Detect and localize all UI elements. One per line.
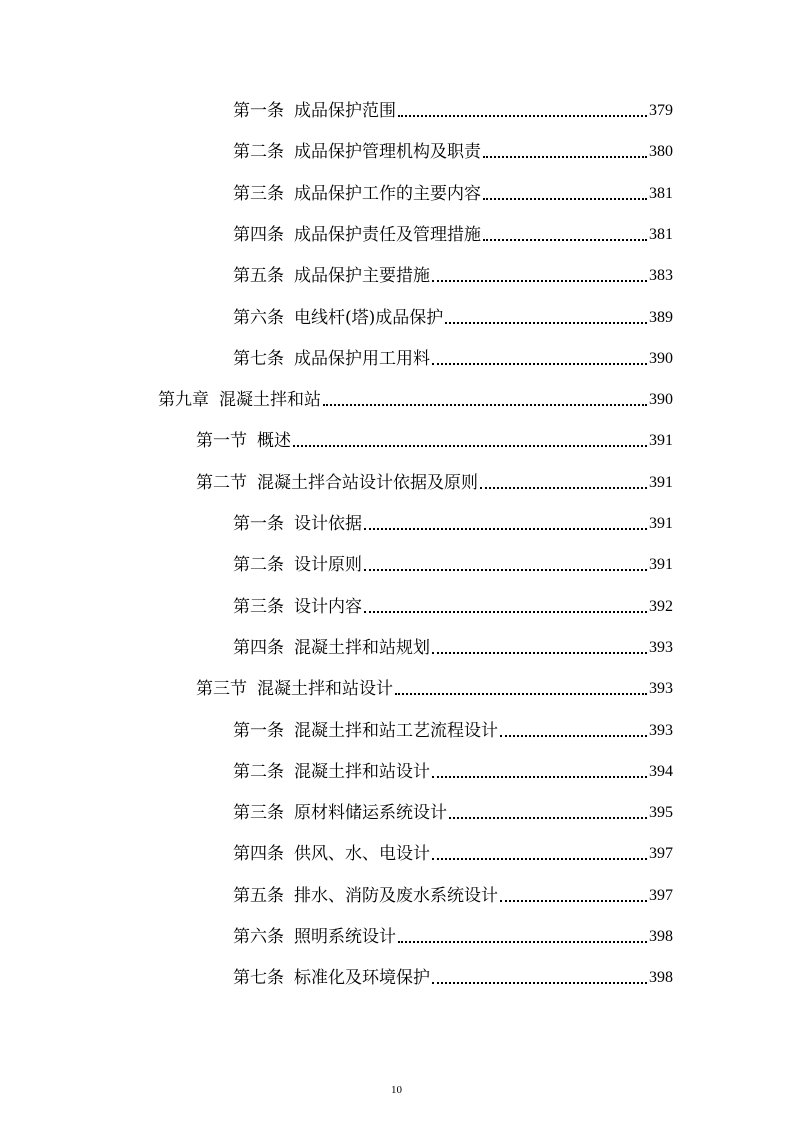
toc-dot-leader xyxy=(500,900,647,902)
toc-entry-number: 第四条 xyxy=(233,637,284,658)
toc-entry-page: 393 xyxy=(649,721,673,739)
toc-entry[interactable] xyxy=(233,833,673,865)
toc-entry-title: 成品保护责任及管理措施 xyxy=(294,224,481,245)
toc-entry[interactable] xyxy=(233,586,673,618)
toc-entry-number: 第三条 xyxy=(233,183,284,204)
toc-entry[interactable] xyxy=(233,173,673,205)
toc-dot-leader xyxy=(432,363,647,365)
toc-entry[interactable] xyxy=(233,255,673,287)
toc-entry-page: 391 xyxy=(649,556,673,574)
toc-dot-leader xyxy=(432,652,647,654)
toc-dot-leader xyxy=(500,735,647,737)
toc-entry-title: 设计依据 xyxy=(294,514,362,534)
toc-dot-leader xyxy=(395,693,647,695)
toc-entry-page: 391 xyxy=(649,432,673,450)
toc-entry[interactable] xyxy=(196,668,673,700)
toc-dot-leader xyxy=(364,569,647,571)
toc-entry-page: 391 xyxy=(649,515,673,532)
toc-entry-title: 照明系统设计 xyxy=(294,927,396,947)
toc-entry[interactable] xyxy=(233,544,673,576)
toc-dot-leader xyxy=(432,982,647,984)
toc-entry-title: 成品保护范围 xyxy=(294,101,396,121)
toc-entry-title: 混凝土拌和站设计 xyxy=(257,679,393,700)
toc-entry-number: 第三条 xyxy=(233,803,284,824)
toc-dot-leader xyxy=(483,198,647,200)
toc-entry-number: 第二条 xyxy=(233,555,284,576)
toc-entry-number: 第五条 xyxy=(233,885,284,906)
toc-entry-title: 排水、消防及废水系统设计 xyxy=(294,885,498,906)
toc-entry[interactable] xyxy=(233,751,673,783)
toc-entry-title: 设计原则 xyxy=(294,555,362,576)
toc-entry-page: 393 xyxy=(649,680,673,698)
toc-dot-leader xyxy=(445,322,647,324)
toc-entry[interactable] xyxy=(233,710,673,742)
toc-entry-number: 第四条 xyxy=(233,224,284,245)
toc-dot-leader xyxy=(480,487,647,489)
toc-entry-title: 混凝土拌和站规划 xyxy=(294,637,430,658)
toc-entry-title: 混凝土拌和站 xyxy=(219,390,321,411)
toc-entry[interactable] xyxy=(196,420,673,452)
toc-entry-page: 397 xyxy=(649,886,673,904)
toc-entry-page: 380 xyxy=(649,143,673,161)
toc-entry-title: 成品保护工作的主要内容 xyxy=(294,183,481,204)
toc-dot-leader xyxy=(432,280,647,282)
toc-entry-title: 成品保护用工用料 xyxy=(294,348,430,369)
toc-entry-number: 第一节 xyxy=(196,431,247,452)
toc-entry-page: 391 xyxy=(649,473,673,491)
toc-entry-page: 381 xyxy=(649,184,673,202)
toc-entry-number: 第九章 xyxy=(158,390,209,411)
toc-entry-title: 设计内容 xyxy=(294,596,362,617)
toc-entry-number: 第四条 xyxy=(233,844,284,865)
toc-entry-title: 概述 xyxy=(257,431,291,452)
toc-entry[interactable] xyxy=(233,916,673,948)
toc-entry-number: 第三条 xyxy=(233,596,284,617)
toc-entry-title: 混凝土拌和站设计 xyxy=(294,761,430,782)
toc-entry-page: 381 xyxy=(649,225,673,243)
toc-entry-title: 成品保护主要措施 xyxy=(294,266,430,287)
toc-entry-number: 第一条 xyxy=(233,720,284,741)
toc-entry-page: 398 xyxy=(649,969,673,987)
toc-dot-leader xyxy=(432,858,647,860)
toc-entry-page: 398 xyxy=(649,928,673,945)
toc-entry[interactable] xyxy=(233,957,673,989)
toc-entry-number: 第六条 xyxy=(233,307,284,328)
toc-entry-title: 标准化及环境保护 xyxy=(294,968,430,989)
toc-entry-number: 第三节 xyxy=(196,679,247,700)
toc-entry[interactable] xyxy=(233,338,673,370)
toc-dot-leader xyxy=(364,611,647,613)
toc-entry-page: 395 xyxy=(649,804,673,822)
toc-dot-leader xyxy=(398,115,647,117)
toc-entry-page: 390 xyxy=(649,349,673,367)
toc-dot-leader xyxy=(398,941,647,943)
toc-dot-leader xyxy=(364,528,647,530)
toc-entry-page: 397 xyxy=(649,845,673,863)
toc-entry-title: 混凝土拌合站设计依据及原则 xyxy=(257,472,478,493)
toc-entry-number: 第一条 xyxy=(233,514,284,534)
toc-entry-number: 第五条 xyxy=(233,266,284,287)
toc-entry-title: 混凝土拌和站工艺流程设计 xyxy=(294,720,498,741)
toc-entry-title: 原材料储运系统设计 xyxy=(294,803,447,824)
toc-entry-number: 第一条 xyxy=(233,101,284,121)
toc-entry[interactable] xyxy=(158,379,673,411)
toc-entry-page: 394 xyxy=(649,762,673,780)
toc-entry[interactable] xyxy=(233,627,673,659)
toc-entry-number: 第二条 xyxy=(233,142,284,163)
toc-entry-number: 第七条 xyxy=(233,348,284,369)
toc-entry[interactable] xyxy=(233,214,673,246)
toc-entry[interactable] xyxy=(196,462,673,494)
toc-dot-leader xyxy=(483,239,647,241)
toc-entry[interactable] xyxy=(233,131,673,163)
toc-entry-page: 393 xyxy=(649,638,673,656)
toc-entry-page: 389 xyxy=(649,308,673,326)
toc-entry-page: 383 xyxy=(649,267,673,285)
toc-entry-title: 成品保护管理机构及职责 xyxy=(294,142,481,163)
toc-entry-number: 第六条 xyxy=(233,927,284,947)
page-number: 10 xyxy=(391,1084,402,1096)
toc-entry[interactable] xyxy=(233,90,673,122)
toc-entry-number: 第七条 xyxy=(233,968,284,989)
toc-entry[interactable] xyxy=(233,875,673,907)
toc-entry-number: 第二节 xyxy=(196,472,247,493)
toc-entry[interactable] xyxy=(233,297,673,329)
toc-dot-leader xyxy=(449,817,647,819)
toc-entry-number: 第二条 xyxy=(233,761,284,782)
toc-entry-title: 电线杆(塔)成品保护 xyxy=(294,307,444,328)
toc-entry-title: 供风、水、电设计 xyxy=(294,844,430,865)
toc-entry-page: 392 xyxy=(649,597,673,615)
toc-dot-leader xyxy=(432,776,647,778)
toc-entry-page: 390 xyxy=(649,391,673,409)
toc-entry-page: 379 xyxy=(649,102,673,119)
toc-dot-leader xyxy=(323,404,647,406)
toc-entry[interactable] xyxy=(233,503,673,535)
toc-dot-leader xyxy=(293,445,647,447)
toc-entry[interactable] xyxy=(233,792,673,824)
toc-dot-leader xyxy=(483,156,647,158)
